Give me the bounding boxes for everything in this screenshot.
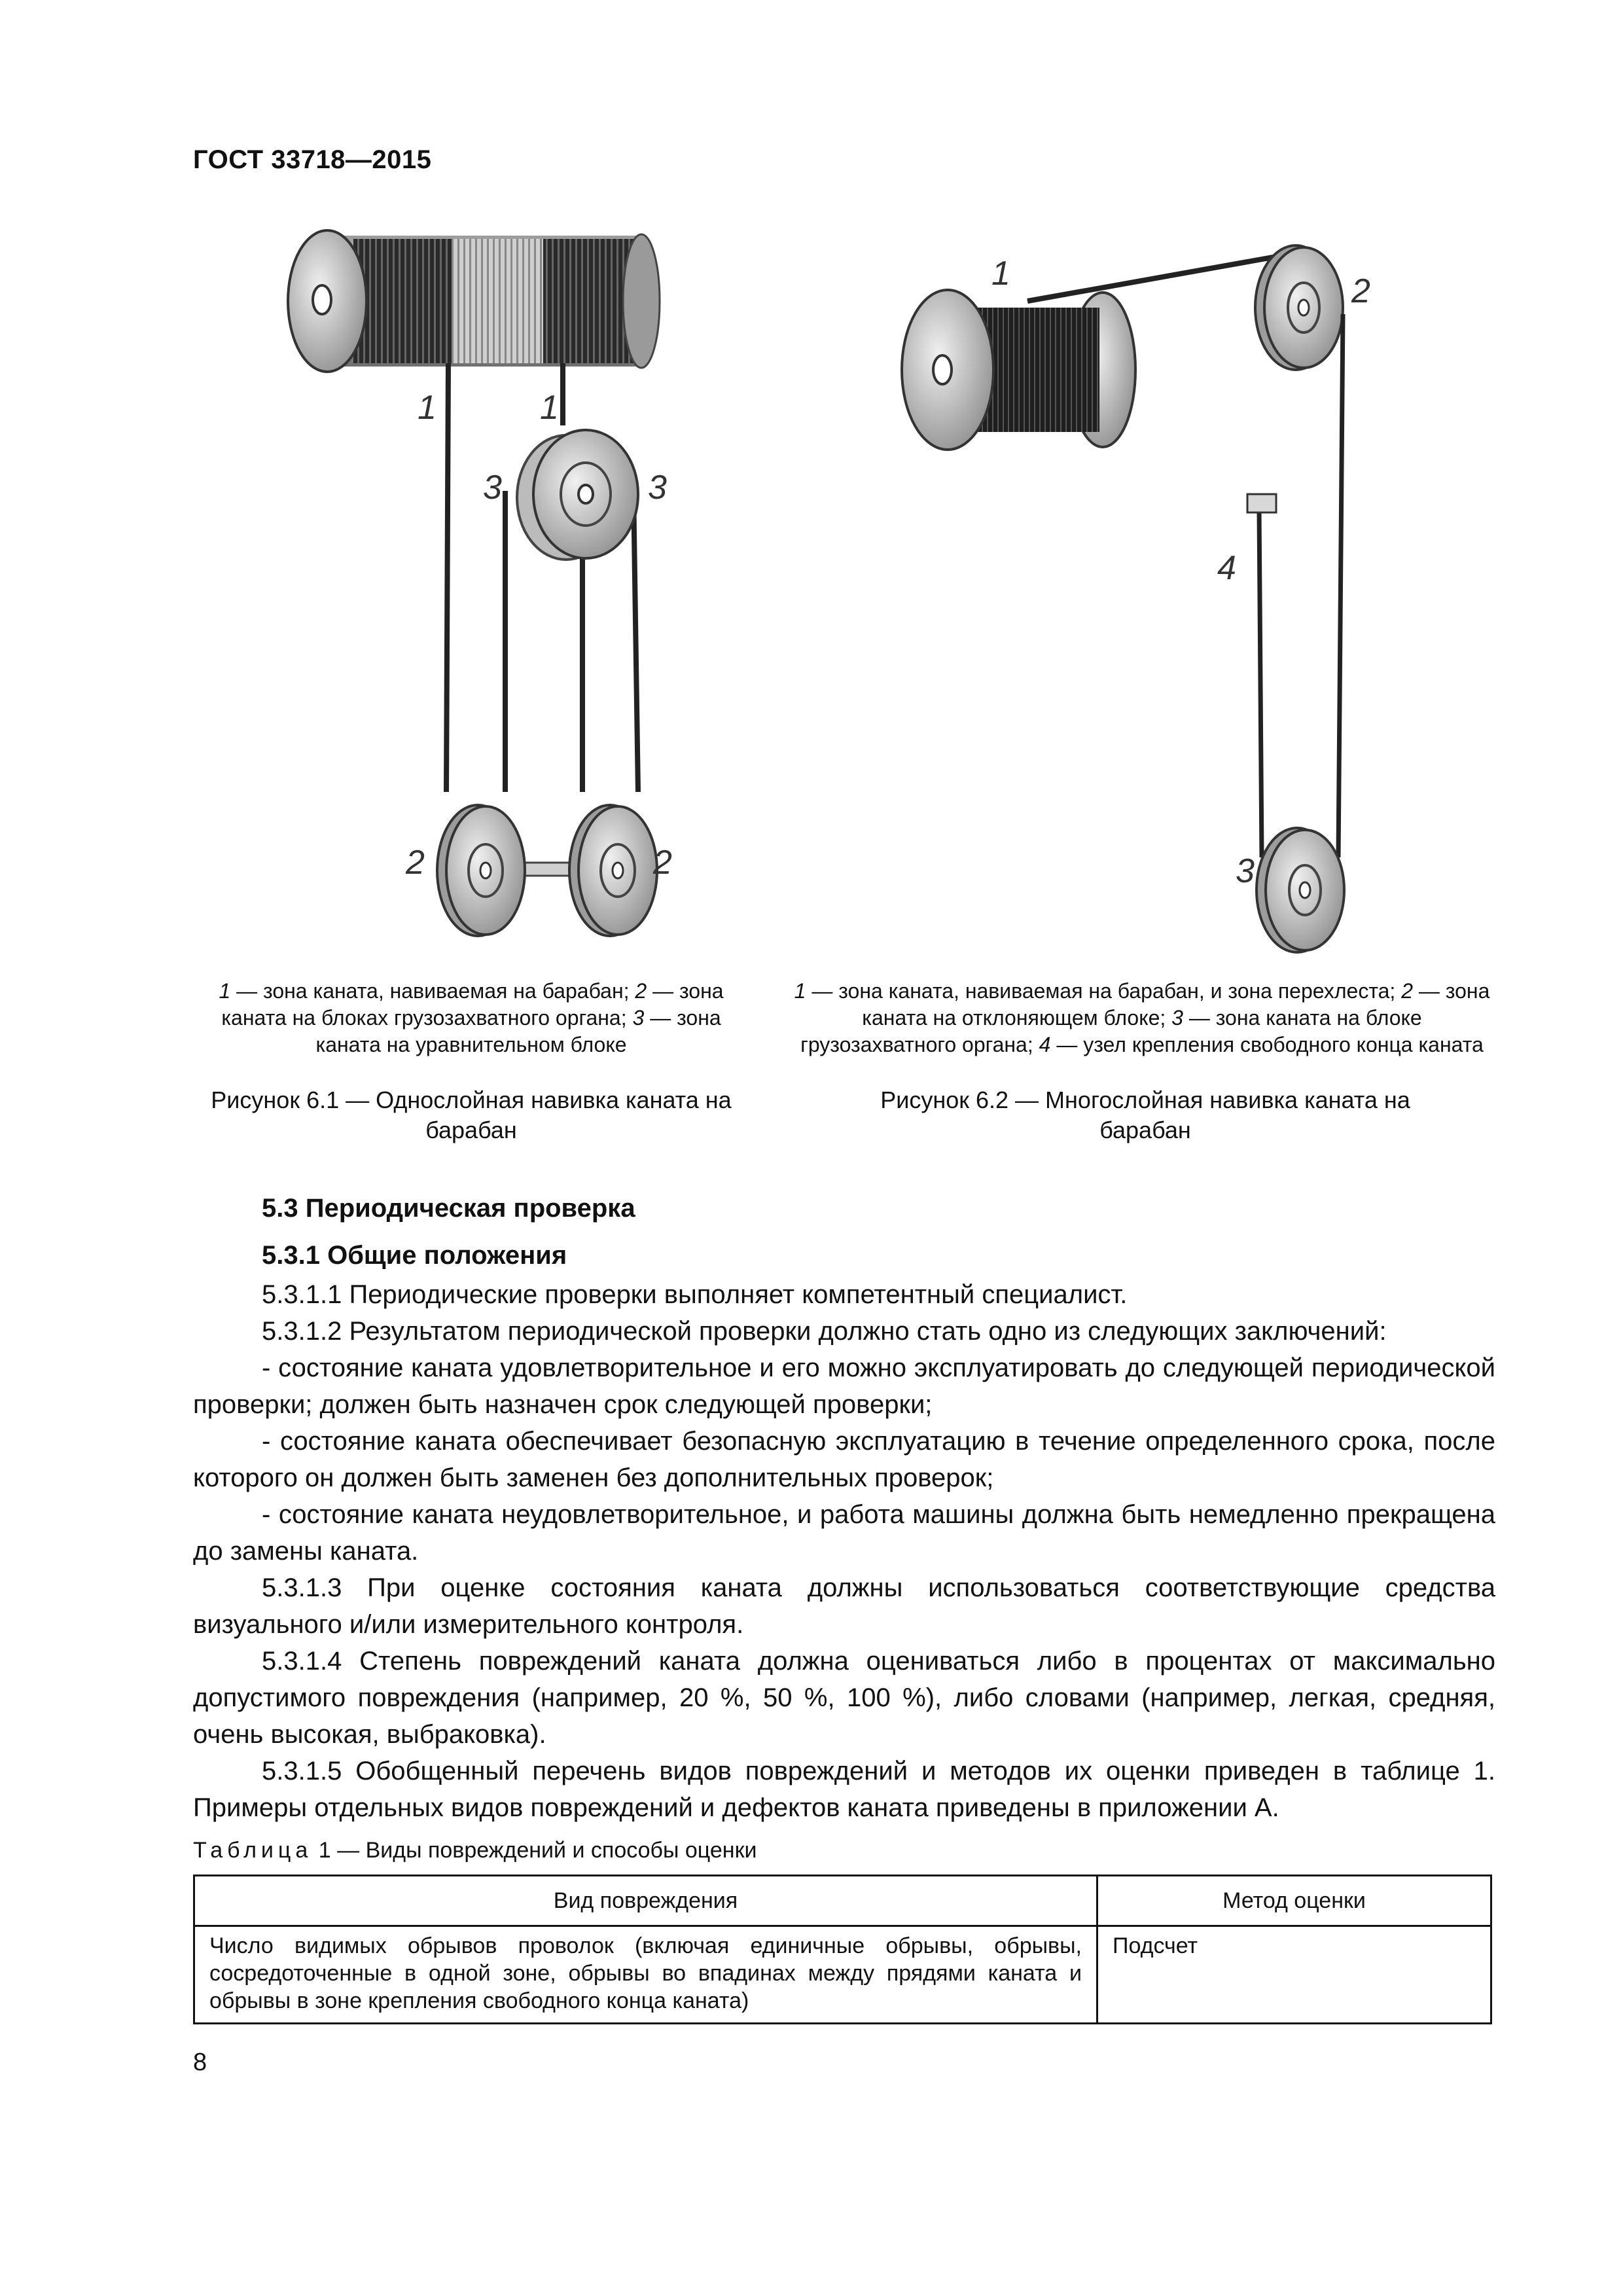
- figure-callout: 1: [418, 389, 437, 427]
- column-header-method: Метод оценки: [1097, 1876, 1491, 1926]
- multi-layer-winding-illustration: [877, 236, 1440, 975]
- table-caption: Таблица 1 — Виды повреждений и способы оценки: [193, 1838, 757, 1863]
- paragraph: 5.3.1.1 Периодические проверки выполняет компетентный специалист.: [262, 1280, 1128, 1309]
- page-number: 8: [193, 2049, 207, 2076]
- figure-callout: 4: [1217, 549, 1236, 587]
- paragraph: 5.3.1.3 При оценке состояния каната должны использоваться соответствующие средства визуального и/или измерительного контроля.: [193, 1573, 1495, 1639]
- list-item: - состояние каната неудовлетворительное, и работа машины должна быть немедленно прекращена до замены каната.: [193, 1500, 1495, 1566]
- list-item: - состояние каната обеспечивает безопасную эксплуатацию в течение определенного срока, после которого он должен быть заменен без дополнительных проверок;: [193, 1427, 1495, 1492]
- paragraph: 5.3.1.2 Результатом периодической проверки должно стать одно из следующих заключений:: [262, 1317, 1387, 1346]
- figure-callout: 3: [1236, 852, 1255, 890]
- figure-callout: 2: [653, 844, 672, 882]
- list-item: - состояние каната удовлетворительное и его можно эксплуатировать до следующей периодической проверки; должен быть назначен срок следующей проверки;: [193, 1354, 1495, 1419]
- column-header-damage: Вид повреждения: [194, 1876, 1097, 1926]
- figure-callout: 3: [483, 469, 502, 507]
- single-layer-winding-illustration: [275, 216, 694, 975]
- damage-table: [193, 1874, 1492, 2024]
- section-body: [193, 1276, 1495, 1826]
- figure-6-1-legend: 1 — зона каната, навиваемая на барабан; 2 — зона каната на блоках грузозахватного органа; 3 — зона каната на уравнительном блоке: [219, 979, 724, 1056]
- figure-callout: 1: [991, 255, 1010, 293]
- figure-6-2-caption: Рисунок 6.2 — Многослойная навивка каната на барабан: [880, 1086, 1410, 1143]
- table-header-row: [194, 1876, 1491, 1926]
- figure-6-2-legend: 1 — зона каната, навиваемая на барабан, и зона перехлеста; 2 — зона каната на отклоняющем блоке; 3 — зона каната на блоке грузозахватного органа; 4 — узел крепления свободного конца каната: [794, 979, 1490, 1056]
- figure-6-1: [275, 216, 694, 975]
- document-header: ГОСТ 33718—2015: [193, 145, 432, 174]
- figure-callout: 2: [406, 844, 425, 882]
- damage-cell: Число видимых обрывов проволок (включая единичные обрывы, обрывы, сосредоточенные в одной зоне, обрывы во впадинах между прядями каната и обрывы в зоне крепления свободного конца каната): [194, 1926, 1097, 2024]
- figure-6-2: [877, 236, 1440, 975]
- section-heading: 5.3 Периодическая проверка: [262, 1194, 635, 1223]
- method-cell: Подсчет: [1097, 1926, 1491, 2024]
- paragraph: 5.3.1.4 Степень повреждений каната должна оцениваться либо в процентах от максимально допустимого повреждения (например, 20 %, 50 %, 100 %), либо словами (например, легкая, средняя, очень высокая, выбраковка).: [193, 1647, 1495, 1749]
- table-row: [194, 1926, 1491, 2024]
- subsection-heading: 5.3.1 Общие положения: [262, 1241, 567, 1270]
- paragraph: 5.3.1.5 Обобщенный перечень видов повреждений и методов их оценки приведен в таблице 1. Примеры отдельных видов повреждений и дефектов каната приведены в приложении А.: [193, 1757, 1495, 1822]
- figure-callout: 2: [1351, 272, 1370, 310]
- figure-callout: 3: [648, 469, 667, 507]
- figure-6-1-caption: Рисунок 6.1 — Однослойная навивка каната на барабан: [211, 1086, 732, 1143]
- figure-callout: 1: [540, 389, 559, 427]
